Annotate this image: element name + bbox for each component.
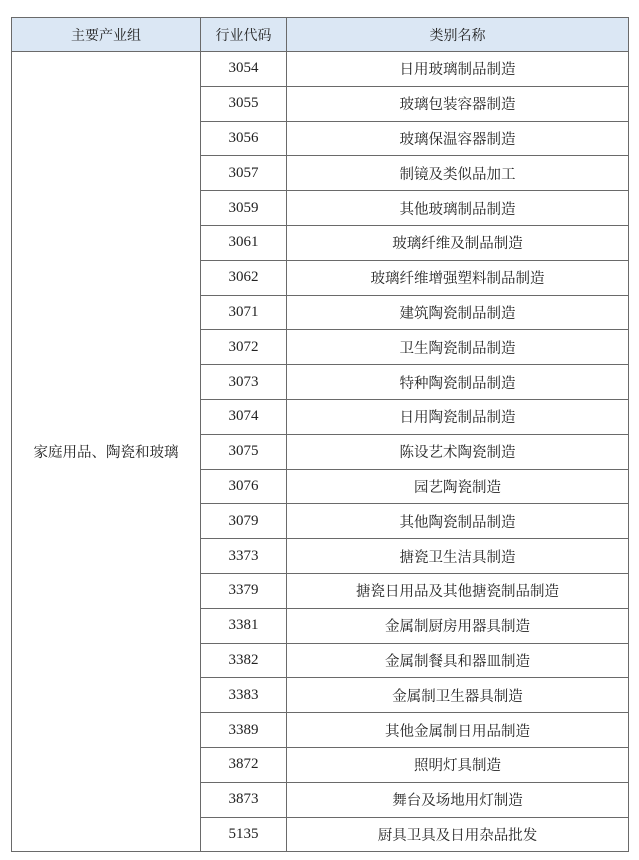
category-name-cell: 厨具卫具及日用杂品批发 <box>287 817 629 852</box>
category-name-cell: 日用玻璃制品制造 <box>287 52 629 87</box>
category-name-cell: 园艺陶瓷制造 <box>287 469 629 504</box>
industry-code-cell: 3075 <box>201 434 287 469</box>
category-name-cell: 制镜及类似品加工 <box>287 156 629 191</box>
industry-code-cell: 3073 <box>201 365 287 400</box>
category-name-cell: 舞台及场地用灯制造 <box>287 782 629 817</box>
category-name-cell: 金属制卫生器具制造 <box>287 678 629 713</box>
category-name-cell: 玻璃保温容器制造 <box>287 121 629 156</box>
category-name-cell: 特种陶瓷制品制造 <box>287 365 629 400</box>
industry-code-cell: 3056 <box>201 121 287 156</box>
industry-code-cell: 3072 <box>201 330 287 365</box>
industry-code-cell: 3373 <box>201 539 287 574</box>
industry-code-cell: 3062 <box>201 260 287 295</box>
category-name-cell: 金属制餐具和器皿制造 <box>287 643 629 678</box>
industry-code-cell: 5135 <box>201 817 287 852</box>
category-name-cell: 其他陶瓷制品制造 <box>287 504 629 539</box>
category-name-cell: 陈设艺术陶瓷制造 <box>287 434 629 469</box>
category-name-cell: 玻璃包装容器制造 <box>287 86 629 121</box>
header-category-name: 类别名称 <box>287 18 629 52</box>
industry-code-cell: 3059 <box>201 191 287 226</box>
table-body <box>12 52 629 852</box>
table-row <box>12 52 629 87</box>
industry-group-cell: 家庭用品、陶瓷和玻璃 <box>12 52 201 852</box>
industry-code-cell: 3379 <box>201 573 287 608</box>
industry-code-cell: 3079 <box>201 504 287 539</box>
industry-code-cell: 3389 <box>201 713 287 748</box>
category-name-cell: 卫生陶瓷制品制造 <box>287 330 629 365</box>
industry-code-cell: 3074 <box>201 399 287 434</box>
industry-code-cell: 3873 <box>201 782 287 817</box>
category-name-cell: 搪瓷卫生洁具制造 <box>287 539 629 574</box>
category-name-cell: 搪瓷日用品及其他搪瓷制品制造 <box>287 573 629 608</box>
industry-code-cell: 3381 <box>201 608 287 643</box>
header-industry-code: 行业代码 <box>201 18 287 52</box>
industry-code-cell: 3382 <box>201 643 287 678</box>
industry-classification-table <box>11 17 629 852</box>
industry-code-cell: 3071 <box>201 295 287 330</box>
industry-code-cell: 3054 <box>201 52 287 87</box>
industry-code-cell: 3076 <box>201 469 287 504</box>
industry-code-cell: 3383 <box>201 678 287 713</box>
category-name-cell: 建筑陶瓷制品制造 <box>287 295 629 330</box>
category-name-cell: 玻璃纤维及制品制造 <box>287 225 629 260</box>
category-name-cell: 其他金属制日用品制造 <box>287 713 629 748</box>
category-name-cell: 金属制厨房用器具制造 <box>287 608 629 643</box>
category-name-cell: 日用陶瓷制品制造 <box>287 399 629 434</box>
industry-code-cell: 3872 <box>201 747 287 782</box>
industry-code-cell: 3057 <box>201 156 287 191</box>
industry-code-cell: 3061 <box>201 225 287 260</box>
category-name-cell: 照明灯具制造 <box>287 747 629 782</box>
category-name-cell: 玻璃纤维增强塑料制品制造 <box>287 260 629 295</box>
table-header <box>12 18 629 52</box>
header-row <box>12 18 629 52</box>
industry-code-cell: 3055 <box>201 86 287 121</box>
category-name-cell: 其他玻璃制品制造 <box>287 191 629 226</box>
header-industry-group: 主要产业组 <box>12 18 201 52</box>
